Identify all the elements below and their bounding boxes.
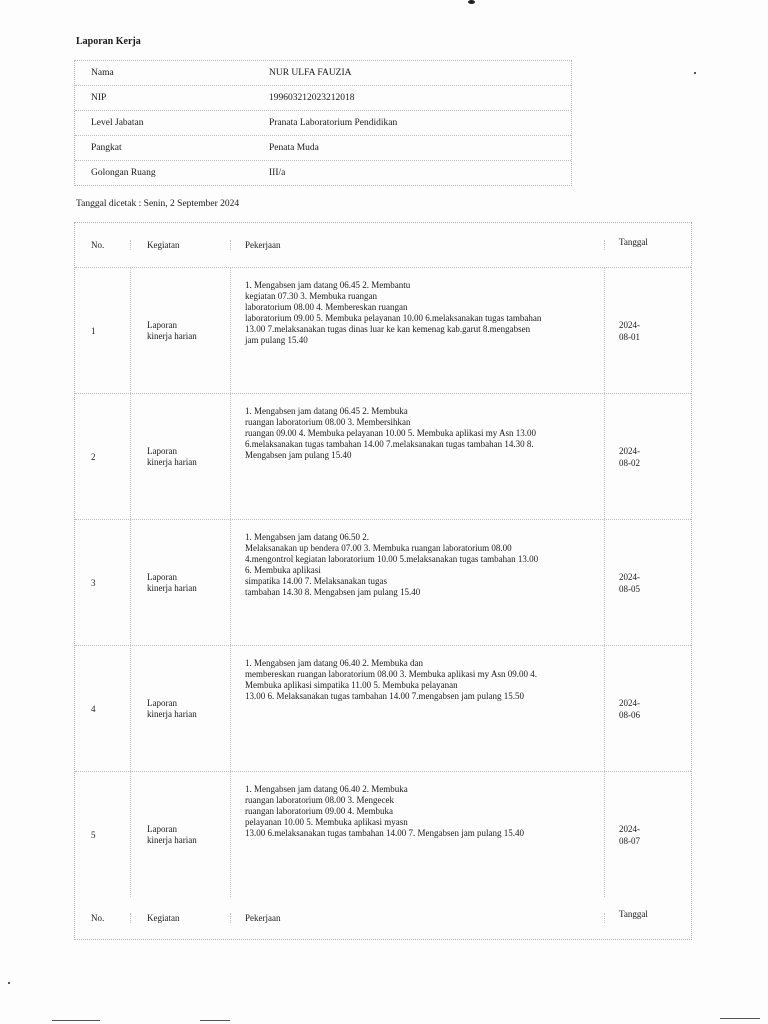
table-body bbox=[75, 268, 691, 897]
identity-table bbox=[74, 60, 572, 186]
identity-label: Golongan Ruang bbox=[91, 168, 156, 178]
header-tanggal: Tanggal bbox=[619, 237, 648, 247]
identity-row bbox=[75, 61, 571, 86]
table-row bbox=[75, 520, 691, 646]
cell-pekerjaan bbox=[231, 772, 605, 897]
footer-pekerjaan: Pekerjaan bbox=[231, 913, 605, 923]
footer-tanggal: Tanggal bbox=[619, 909, 648, 919]
table-row bbox=[75, 646, 691, 772]
kegiatan-line: Laporan bbox=[147, 445, 177, 456]
pekerjaan-line: laboratorium 09.00 5. Membuka pelayanan 10.00 6.melaksanakan tugas tambahan bbox=[245, 313, 542, 323]
cell-pekerjaan bbox=[231, 268, 605, 393]
table-row bbox=[75, 268, 691, 394]
header-no: No. bbox=[75, 240, 131, 250]
cell-no: 1 bbox=[75, 268, 131, 393]
header-pekerjaan: Pekerjaan bbox=[231, 240, 605, 250]
identity-label: Pangkat bbox=[91, 143, 122, 153]
identity-value: 199603212023212018 bbox=[269, 93, 355, 103]
tanggal-line: 2024- bbox=[619, 697, 640, 708]
pekerjaan-line: 1. Mengabsen jam datang 06.45 2. Membantu bbox=[245, 280, 411, 290]
pekerjaan-line: 1. Mengabsen jam datang 06.40 2. Membuka bbox=[245, 784, 408, 794]
pekerjaan-line: tambahan 14.30 8. Mengabsen jam pulang 15.40 bbox=[245, 587, 421, 597]
pekerjaan-line: ruangan laboratorium 08.00 3. Mengecek bbox=[245, 795, 394, 805]
identity-label: NIP bbox=[91, 93, 107, 103]
cell-no: 4 bbox=[75, 646, 131, 771]
identity-value: III/a bbox=[269, 168, 286, 178]
table-footer-row bbox=[75, 897, 691, 939]
cell-tanggal bbox=[605, 394, 691, 519]
pekerjaan-line: membereskan ruangan laboratorium 08.00 3. Membuka aplikasi my Asn 09.00 4. bbox=[245, 669, 537, 679]
pekerjaan-line: 6.melaksanakan tugas tambahan 14.00 7.melaksanakan tugas tambahan 14.30 8. bbox=[245, 439, 534, 449]
printed-date: Tanggal dicetak : Senin, 2 September 2024 bbox=[76, 199, 240, 209]
pekerjaan-line: jam pulang 15.40 bbox=[245, 335, 308, 345]
pekerjaan-line: 1. Mengabsen jam datang 06.50 2. bbox=[245, 532, 369, 542]
identity-value: Penata Muda bbox=[269, 143, 319, 153]
report-table bbox=[74, 222, 692, 940]
report-title: Laporan Kerja bbox=[76, 36, 141, 47]
scan-line bbox=[720, 1018, 760, 1019]
cell-no: 5 bbox=[75, 772, 131, 897]
pekerjaan-line: ruangan laboratorium 09.00 4. Membuka bbox=[245, 806, 393, 816]
kegiatan-line: kinerja harian bbox=[147, 582, 197, 593]
pekerjaan-line: simpatika 14.00 7. Melaksanakan tugas bbox=[245, 576, 387, 586]
pekerjaan-line: 13.00 6.melaksanakan tugas tambahan 14.00 7. Mengabsen jam pulang 15.40 bbox=[245, 828, 524, 838]
identity-value: NUR ULFA FAUZIA bbox=[269, 68, 352, 78]
kegiatan-line: Laporan bbox=[147, 319, 177, 330]
pekerjaan-line: 4.mengontrol kegiatan laboratorium 10.00 5.melaksanakan tugas tambahan 13.00 bbox=[245, 554, 539, 564]
cell-tanggal bbox=[605, 772, 691, 897]
pekerjaan-line: Membuka aplikasi simpatika 11.00 5. Membuka pelayanan bbox=[245, 680, 458, 690]
kegiatan-line: kinerja harian bbox=[147, 708, 197, 719]
kegiatan-line: kinerja harian bbox=[147, 456, 197, 467]
pekerjaan-line: ruangan 09.00 4. Membuka pelayanan 10.00 5. Membuka aplikasi my Asn 13.00 bbox=[245, 428, 536, 438]
identity-label: Level Jabatan bbox=[91, 118, 144, 128]
kegiatan-line: kinerja harian bbox=[147, 330, 197, 341]
cell-no: 2 bbox=[75, 394, 131, 519]
header-kegiatan: Kegiatan bbox=[131, 240, 231, 250]
cell-kegiatan bbox=[131, 268, 231, 393]
scan-line bbox=[52, 1020, 100, 1021]
tanggal-line: 2024- bbox=[619, 445, 640, 456]
identity-row bbox=[75, 136, 571, 161]
footer-kegiatan: Kegiatan bbox=[131, 913, 231, 923]
cell-tanggal bbox=[605, 268, 691, 393]
identity-row bbox=[75, 111, 571, 136]
pekerjaan-line: 1. Mengabsen jam datang 06.40 2. Membuka dan bbox=[245, 658, 423, 668]
table-header-row bbox=[75, 223, 691, 268]
tanggal-line: 08-07 bbox=[619, 835, 640, 846]
scan-speck bbox=[8, 982, 10, 984]
kegiatan-line: Laporan bbox=[147, 823, 177, 834]
cell-tanggal bbox=[605, 520, 691, 645]
table-row bbox=[75, 394, 691, 520]
pekerjaan-line: pelayanan 10.00 5. Membuka aplikasi myasn bbox=[245, 817, 408, 827]
tanggal-line: 2024- bbox=[619, 823, 640, 834]
kegiatan-line: Laporan bbox=[147, 571, 177, 582]
identity-label: Nama bbox=[91, 68, 114, 78]
kegiatan-line: Laporan bbox=[147, 697, 177, 708]
footer-no: No. bbox=[75, 913, 131, 923]
cell-kegiatan bbox=[131, 646, 231, 771]
identity-value: Pranata Laboratorium Pendidikan bbox=[269, 118, 398, 128]
scan-line bbox=[200, 1020, 230, 1021]
tanggal-line: 2024- bbox=[619, 571, 640, 582]
pekerjaan-line: 1. Mengabsen jam datang 06.45 2. Membuka bbox=[245, 406, 408, 416]
pekerjaan-line: 13.00 6. Melaksanakan tugas tambahan 14.00 7.mengabsen jam pulang 15.50 bbox=[245, 691, 524, 701]
table-row bbox=[75, 772, 691, 897]
tanggal-line: 08-05 bbox=[619, 583, 640, 594]
cell-pekerjaan bbox=[231, 394, 605, 519]
cell-pekerjaan bbox=[231, 646, 605, 771]
scan-speck bbox=[694, 72, 696, 74]
cell-no: 3 bbox=[75, 520, 131, 645]
cell-tanggal bbox=[605, 646, 691, 771]
pekerjaan-line: Mengabsen jam pulang 15.40 bbox=[245, 450, 352, 460]
pekerjaan-line: ruangan laboratorium 08.00 3. Membersihkan bbox=[245, 417, 411, 427]
tanggal-line: 08-06 bbox=[619, 709, 640, 720]
pekerjaan-line: kegiatan 07.30 3. Membuka ruangan bbox=[245, 291, 377, 301]
tanggal-line: 08-02 bbox=[619, 457, 640, 468]
tanggal-line: 2024- bbox=[619, 319, 640, 330]
cell-kegiatan bbox=[131, 520, 231, 645]
tanggal-line: 08-01 bbox=[619, 331, 640, 342]
pekerjaan-line: 13.00 7.melaksanakan tugas dinas luar ke kan kemenag kab.garut 8.mengabsen bbox=[245, 324, 531, 334]
kegiatan-line: kinerja harian bbox=[147, 834, 197, 845]
cell-pekerjaan bbox=[231, 520, 605, 645]
scan-speck bbox=[468, 0, 475, 4]
identity-row bbox=[75, 86, 571, 111]
identity-row bbox=[75, 161, 571, 185]
cell-kegiatan bbox=[131, 394, 231, 519]
pekerjaan-line: laboratorium 08.00 4. Membereskan ruangan bbox=[245, 302, 408, 312]
pekerjaan-line: 6. Membuka aplikasi bbox=[245, 565, 321, 575]
pekerjaan-line: Melaksanakan up bendera 07.00 3. Membuka ruangan laboratorium 08.00 bbox=[245, 543, 512, 553]
cell-kegiatan bbox=[131, 772, 231, 897]
